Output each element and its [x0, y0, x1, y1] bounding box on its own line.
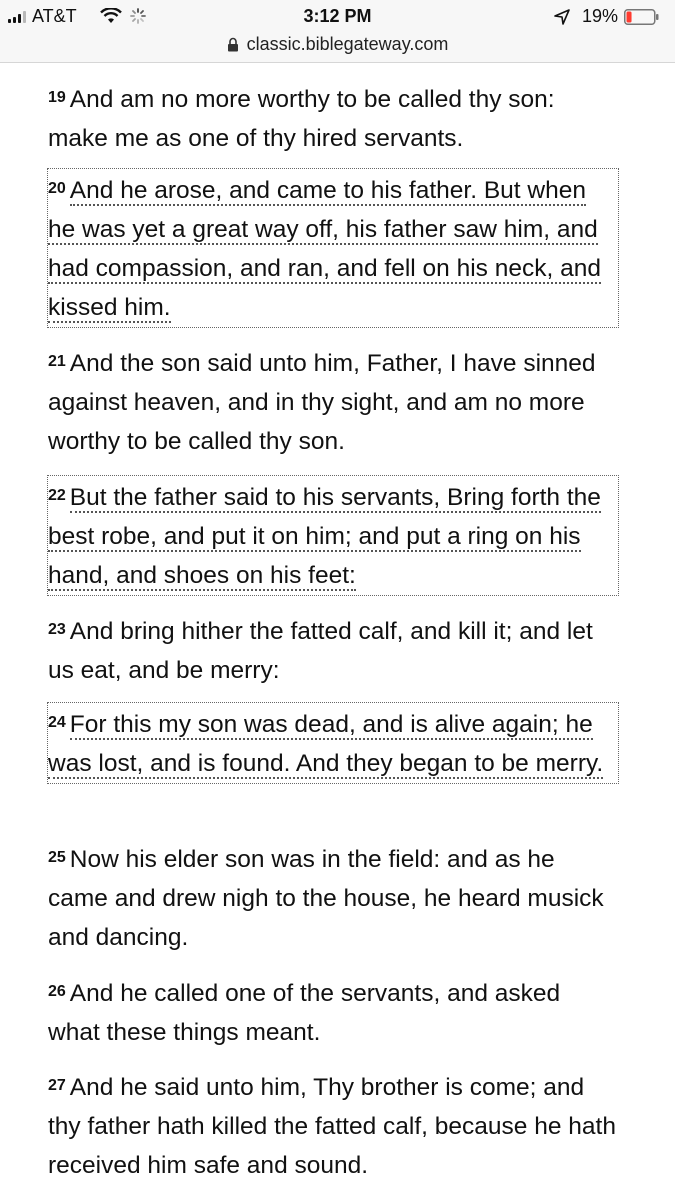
verse-text: Now his elder son was in the field: and as he came and drew nigh to the house, he heard musick and dancing.: [48, 846, 604, 951]
verse-text: But the father said to his servants, Bring forth the best robe, and put it on him; and put a ring on his hand, and shoes on his feet:: [48, 484, 601, 589]
verse-21[interactable]: [48, 342, 618, 461]
verse-text: And am no more worthy to be called thy son: make me as one of thy hired servants.: [48, 86, 555, 152]
verse-number: 22: [48, 487, 66, 504]
verse-20[interactable]: [48, 169, 618, 327]
verse-19[interactable]: [48, 78, 618, 158]
verse-text: And bring hither the fatted calf, and kill it; and let us eat, and be merry:: [48, 618, 593, 684]
verse-text: And he said unto him, Thy brother is come; and thy father hath killed the fatted calf, because he hath received him safe and sound.: [48, 1074, 616, 1179]
top-bar: [0, 0, 675, 63]
address-bar[interactable]: [0, 34, 675, 58]
verse-23[interactable]: [48, 610, 618, 690]
battery-level-fill: [627, 12, 632, 23]
url-text: classic.biblegateway.com: [246, 34, 449, 54]
verse-text: And he called one of the servants, and asked what these things meant.: [48, 980, 561, 1046]
verse-text: And the son said unto him, Father, I have sinned against heaven, and in thy sight, and am no more worthy to be called thy son.: [48, 350, 596, 455]
status-bar: [0, 0, 675, 34]
verse-22[interactable]: [48, 476, 618, 595]
verse-text: For this my son was dead, and is alive again; he was lost, and is found. And they began to be merry.: [48, 711, 604, 777]
verse-number: 23: [48, 621, 66, 638]
verse-27[interactable]: [48, 1066, 618, 1185]
carrier-label: AT&T: [32, 6, 77, 26]
verse-number: 24: [48, 714, 66, 731]
verse-text: And he arose, and came to his father. But when he was yet a great way off, his father saw him, and had compassion, and ran, and fell on his neck, and kissed him.: [48, 177, 601, 321]
lock-icon: [227, 37, 239, 52]
verse-number: 19: [48, 89, 66, 106]
battery-icon: [624, 9, 660, 25]
verse-24[interactable]: [48, 703, 618, 783]
verse-number: 25: [48, 849, 66, 866]
battery-percent: 19%: [582, 6, 619, 26]
verse-25[interactable]: [48, 838, 618, 957]
verse-number: 21: [48, 353, 66, 370]
location-arrow-icon: [553, 8, 571, 26]
verse-number: 20: [48, 180, 66, 197]
verse-number: 27: [48, 1077, 66, 1094]
clock: 3:12 PM: [303, 6, 372, 26]
verse-26[interactable]: [48, 972, 618, 1052]
verse-number: 26: [48, 983, 66, 1000]
